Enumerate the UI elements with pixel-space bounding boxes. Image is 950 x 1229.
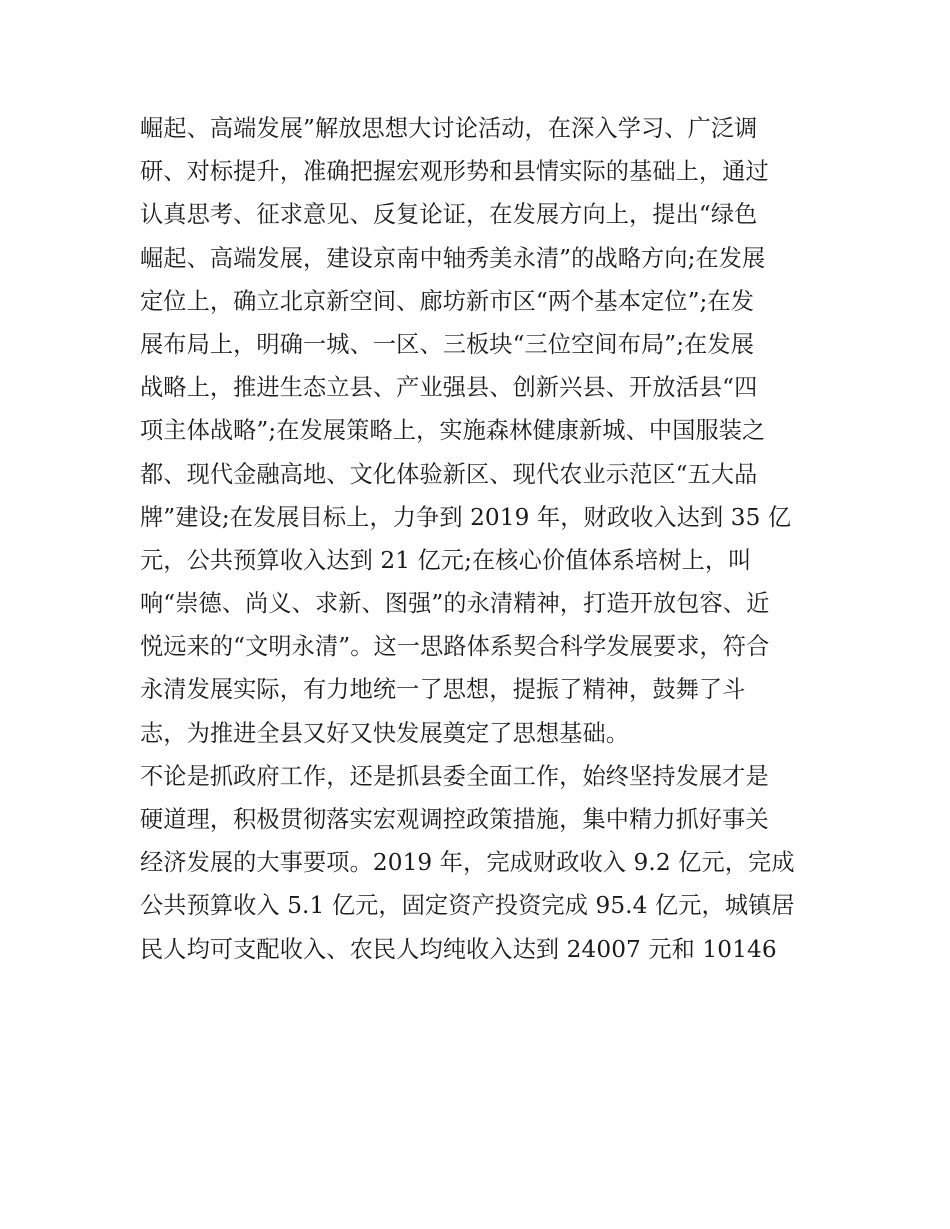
text-line: 响“崇德、尚义、求新、图强”的永清精神，打造开放包容、近 (140, 590, 770, 618)
text-line: 崛起、高端发展，建设京南中轴秀美永清”的战略方向;在发展 (140, 244, 766, 272)
text-line: 永清发展实际，有力地统一了思想，提振了精神，鼓舞了斗 (140, 676, 746, 704)
text-line: 不论是抓政府工作，还是抓县委全面工作，始终坚持发展才是 (140, 762, 769, 790)
body-text (140, 107, 820, 971)
text-line: 展布局上，明确一城、一区、三板块“三位空间布局”;在发展 (140, 330, 755, 358)
paragraph-1 (140, 107, 820, 755)
text-line: 项主体战略”;在发展策略上，实施森林健康新城、中国服装之 (140, 417, 766, 445)
text-line: 公共预算收入 5.1 亿元，固定资产投资完成 95.4 亿元，城镇居 (140, 892, 795, 920)
text-line: 认真思考、征求意见、反复论证，在发展方向上，提出“绿色 (140, 201, 758, 229)
paragraph-2 (140, 755, 820, 971)
text-line: 牌”建设;在发展目标上，力争到 2019 年，财政收入达到 35 亿 (140, 503, 792, 531)
text-line: 元，公共预算收入达到 21 亿元;在核心价值体系培树上，叫 (140, 546, 752, 574)
text-line: 崛起、高端发展”解放思想大讨论活动，在深入学习、广泛调 (140, 115, 758, 142)
text-line: 民人均可支配收入、农民人均纯收入达到 24007 元和 10146 (140, 935, 777, 963)
text-line: 经济发展的大事要项。2019 年，完成财政收入 9.2 亿元，完成 (140, 849, 795, 877)
text-line: 硬道理，积极贯彻落实宏观调控政策措施，集中精力抓好事关 (140, 806, 769, 833)
text-line: 悦远来的“文明永清”。这一思路体系契合科学发展要求，符合 (140, 633, 770, 661)
text-line: 定位上，确立北京新空间、廊坊新市区“两个基本定位”;在发 (140, 287, 755, 315)
text-line: 战略上，推进生态立县、产业强县、创新兴县、开放活县“四 (140, 374, 758, 402)
text-line: 都、现代金融高地、文化体验新区、现代农业示范区“五大品 (140, 460, 758, 488)
text-line: 研、对标提升，准确把握宏观形势和县情实际的基础上，通过 (140, 158, 769, 186)
text-line: 志，为推进全县又好又快发展奠定了思想基础。 (140, 719, 630, 747)
